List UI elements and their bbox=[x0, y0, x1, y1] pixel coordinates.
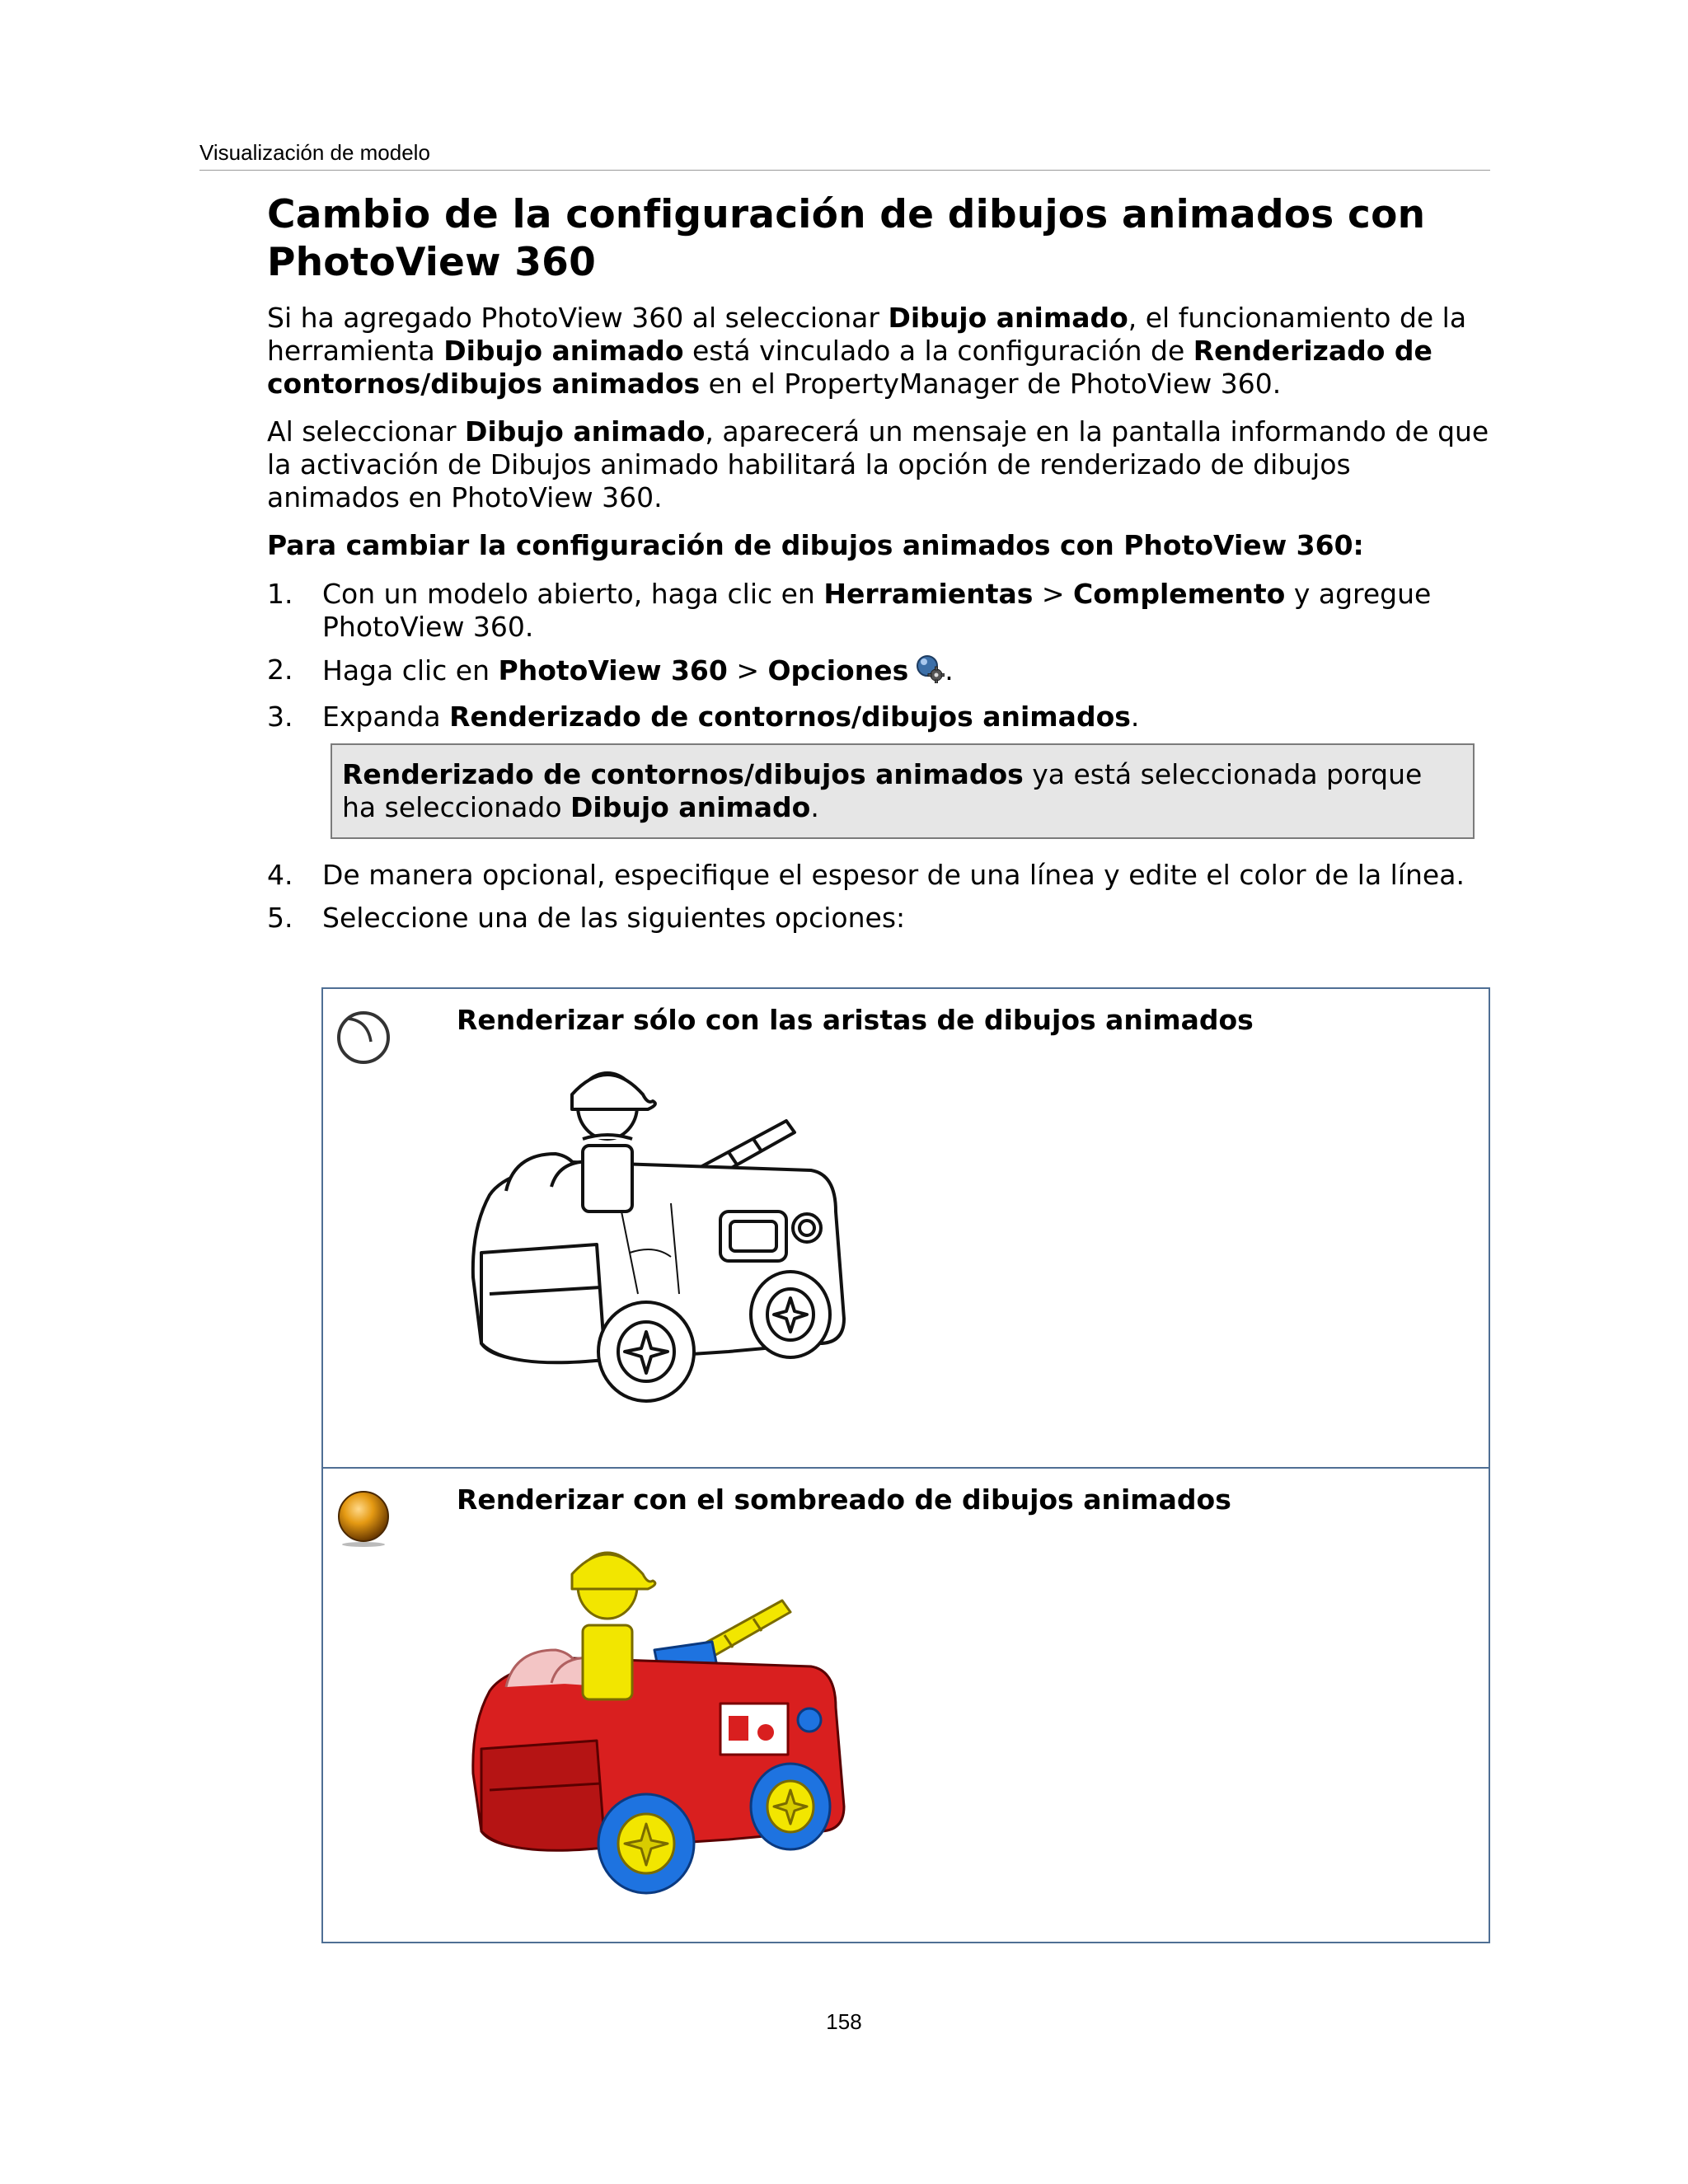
step-1: 1. Con un modelo abierto, haga clic en Herramientas > Complemento y agregue PhotoView 360. bbox=[267, 578, 1432, 643]
page-number: 158 bbox=[826, 2009, 862, 2034]
step-3: 3. Expanda Renderizado de contornos/dibujos animados. bbox=[267, 701, 1140, 733]
truck-shaded-image bbox=[457, 1526, 1480, 1900]
option-icon-cell bbox=[322, 1468, 432, 1943]
step-5: 5. Seleccione una de las siguientes opciones: bbox=[267, 902, 906, 934]
shaded-sphere-icon bbox=[335, 1535, 392, 1551]
options-gear-icon bbox=[915, 654, 945, 691]
option-body-cell bbox=[432, 988, 1489, 1468]
step-2: 2. Haga clic en PhotoView 360 > Opciones . bbox=[267, 654, 1490, 691]
option-row-edges bbox=[322, 988, 1489, 1468]
step-4: 4. De manera opcional, especifique el espesor de una línea y edite el color de la línea. bbox=[267, 859, 1465, 891]
truck-outline-image bbox=[457, 1047, 1480, 1421]
procedure-steps-continued bbox=[267, 859, 1490, 935]
edges-only-icon bbox=[335, 1054, 392, 1070]
page-content bbox=[267, 191, 1490, 944]
option-icon-cell bbox=[322, 988, 432, 1468]
message-paragraph: Al seleccionar Dibujo animado, aparecerá un mensaje en la pantalla informando de que la activación de Dibujos animado habilitará la opción de renderizado de dibujos animados en PhotoView 360. bbox=[267, 415, 1489, 513]
option-body-cell bbox=[432, 1468, 1489, 1943]
procedure-steps bbox=[267, 578, 1490, 733]
options-table bbox=[321, 987, 1490, 1943]
page-title: Cambio de la configuración de dibujos animados con PhotoView 360 bbox=[267, 192, 1426, 285]
running-header: Visualización de modelo bbox=[199, 140, 1490, 171]
intro-paragraph: Si ha agregado PhotoView 360 al seleccionar Dibujo animado, el funcionamiento de la herramienta Dibujo animado está vinculado a la configuración de Renderizado de contornos/dibujos animados en el PropertyManager de PhotoView 360. bbox=[267, 302, 1467, 400]
procedure-title: Para cambiar la configuración de dibujos animados con PhotoView 360: bbox=[267, 529, 1364, 561]
option-row-shaded bbox=[322, 1468, 1489, 1943]
option-label-edges: Renderizar sólo con las aristas de dibujos animados bbox=[457, 1004, 1254, 1036]
option-label-shaded: Renderizar con el sombreado de dibujos animados bbox=[457, 1483, 1231, 1516]
note-box: Renderizado de contornos/dibujos animados ya está seleccionada porque ha seleccionado Dibujo animado. bbox=[331, 743, 1475, 839]
